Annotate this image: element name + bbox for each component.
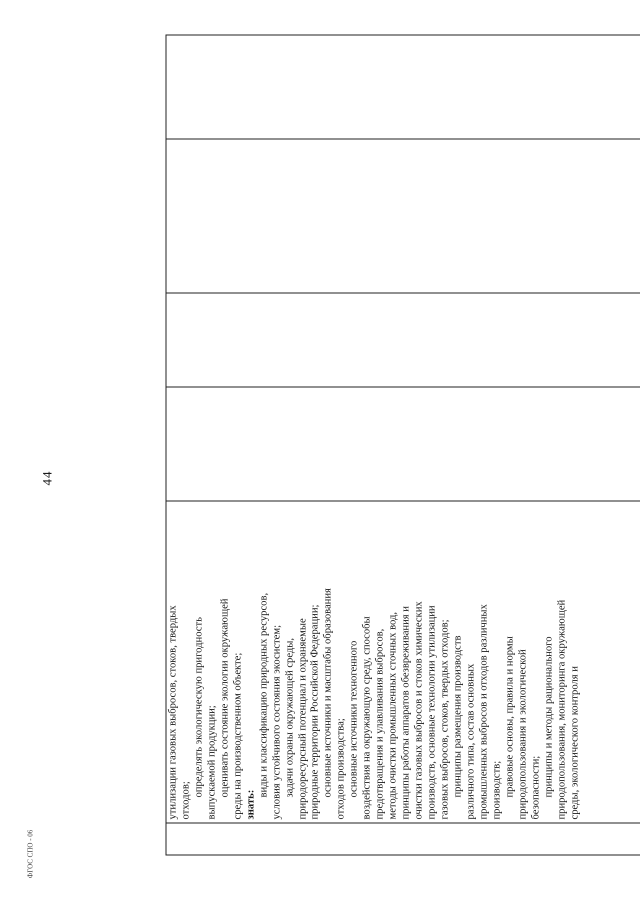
- text-line: промышленных выбросов и отходов различных: [478, 604, 490, 820]
- text-line: выпускаемой продукции;: [206, 705, 218, 820]
- text-line: отходов;: [180, 781, 192, 820]
- text-line: природоресурсный потенциал и охраняемые: [297, 618, 309, 820]
- text-line: предотвращения и улавливания выбросов,: [374, 628, 386, 820]
- text-line: очистки газовых выбросов и стоков химических: [413, 601, 425, 820]
- curriculum-table: [166, 36, 640, 856]
- text-line: утилизации газовых выбросов, стоков, твердых: [167, 605, 179, 820]
- text-line: безопасности;: [530, 755, 542, 820]
- text-line: воздействия на окружающую среду, способы: [361, 616, 373, 820]
- text-line: различного типа, состав основных: [465, 663, 477, 820]
- text-line: задачи охраны окружающей среды,: [284, 637, 296, 798]
- text-line: принципы и методы рационального: [543, 636, 555, 798]
- text-line: среды на производственном объекте;: [232, 652, 244, 820]
- table-cell-hours-class: [166, 293, 640, 387]
- text-line: виды и классификацию природных ресурсов,: [258, 592, 270, 798]
- table-cell-index: [166, 823, 640, 855]
- text-line: природопользования, мониторинга окружающей: [556, 599, 568, 820]
- table-cell-discipline: [166, 139, 640, 293]
- text-line: принципы размещения производств: [452, 635, 464, 798]
- text-line: знать:: [245, 789, 257, 820]
- text-line: принципы работы аппаратов обезвреживания и: [400, 606, 412, 820]
- page-number: 44: [39, 470, 55, 486]
- text-line: среды, экологического контроля и: [569, 666, 581, 820]
- table-cell-hours-max: [166, 387, 640, 501]
- text-line: основные источники и масштабы образования: [322, 588, 334, 798]
- competency-text: [167, 502, 583, 823]
- text-line: отходов производства;: [335, 718, 347, 820]
- table-cell-codes: [166, 35, 640, 139]
- text-line: основные источники техногенного: [348, 640, 360, 798]
- text-line: газовых выбросов, стоков, твердых отходов;: [439, 619, 451, 820]
- table-row: [166, 35, 640, 855]
- footer-code: ФГОС СПО - 06: [26, 829, 35, 879]
- text-line: производств;: [491, 760, 503, 820]
- text-line: условия устойчивого состояния экосистем;: [271, 624, 283, 820]
- table-cell-competencies: [166, 501, 640, 823]
- text-line: природопользования и экологической: [517, 649, 529, 820]
- text-line: правовые основы, правила и нормы: [504, 636, 516, 798]
- text-line: методы очистки промышленных сточных вод,: [387, 611, 399, 820]
- text-line: производств, основные технологии утилизации: [426, 605, 438, 820]
- text-line: природные территории Российской Федерации;: [309, 604, 321, 820]
- text-line: оценивать состояние экологии окружающей: [219, 598, 231, 798]
- text-line: определять экологическую пригодность: [193, 617, 205, 798]
